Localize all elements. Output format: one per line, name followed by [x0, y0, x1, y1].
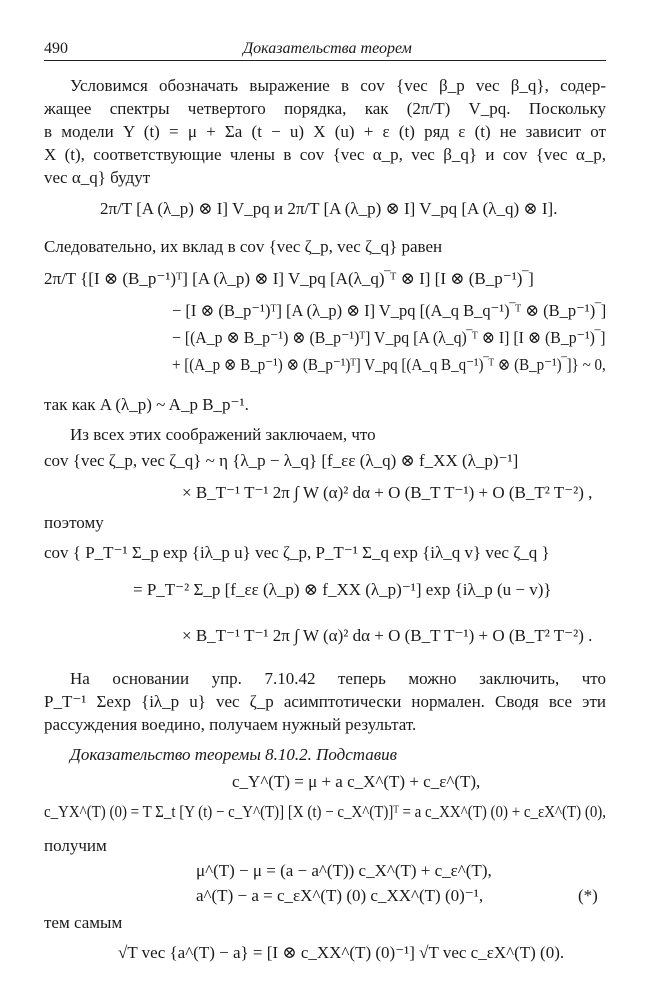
text-line-5: vec α_q} будут	[44, 168, 151, 187]
text-line-3: в модели Y (t) = μ + Σa (t − u) X (u) + ε (t) ряд ε (t) не зависит от	[44, 122, 606, 141]
text-line-7: так как A (λ_p) ~ A_p B_p⁻¹.	[44, 395, 249, 414]
text-line-1: Условимся обозначать выражение в cov {vec β_p vec β_q}, содер-	[70, 76, 606, 95]
formula-line-13: a^(T) − a = c_εX^(T) (0) c_XX^(T) (0)⁻¹,	[196, 886, 484, 905]
formula-line-1: 2π/T {[I ⊗ (B_p⁻¹)ᵀ] [A (λ_p) ⊗ I] V_pq [A(λ_q)‾ᵀ ⊗ I] [I ⊗ (B_p⁻¹)‾]	[44, 269, 534, 288]
formula-line-6: × B_T⁻¹ T⁻¹ 2π ∫ W (α)² dα + O (B_T T⁻¹) + O (B_T² T⁻²) ,	[182, 483, 593, 502]
equation-tag: (*)	[578, 886, 598, 905]
text-line-14: тем самым	[44, 913, 123, 932]
proof-heading: Доказательство теоремы 8.10.2. Подставив	[70, 745, 398, 764]
formula-line-2: − [I ⊗ (B_p⁻¹)ᵀ] [A (λ_p) ⊗ I] V_pq [(A_q B_q⁻¹)‾ᵀ ⊗ (B_p⁻¹)‾]	[172, 301, 607, 320]
text-line-12: рассуждения воедино, получаем нужный результат.	[44, 715, 417, 734]
page-number: 490	[44, 40, 68, 57]
text-line-10: На основании упр. 7.10.42 теперь можно заключить, что	[70, 669, 606, 688]
formula-line-10: c_Y^(T) = μ + a c_X^(T) + c_ε^(T),	[232, 772, 481, 791]
formula-line-5: cov {vec ζ_p, vec ζ_q} ~ η {λ_p − λ_q} [f_εε (λ_q) ⊗ f_XX (λ_p)⁻¹]	[44, 451, 519, 470]
text-line-9: поэтому	[44, 513, 104, 532]
header-rule	[44, 60, 606, 61]
formula-line-3: − [(A_p ⊗ B_p⁻¹) ⊗ (B_p⁻¹)ᵀ] V_pq [A (λ_q)‾ᵀ ⊗ I] [I ⊗ (B_p⁻¹)‾]	[172, 328, 606, 347]
formula-block-1: 2π/T [A (λ_p) ⊗ I] V_pq и 2π/T [A (λ_p) ⊗ I] V_pq [A (λ_q) ⊗ I].	[100, 199, 558, 218]
text-line-6: Следовательно, их вклад в cov {vec ζ_p, vec ζ_q} равен	[44, 237, 443, 256]
formula-line-4: + [(A_p ⊗ B_p⁻¹) ⊗ (B_p⁻¹)ᵀ] V_pq [(A_q B_q⁻¹)‾ᵀ ⊗ (B_p⁻¹)‾]} ~ 0,	[172, 355, 606, 374]
text-line-8: Из всех этих соображений заключаем, что	[70, 425, 376, 444]
text-line-13: получим	[44, 836, 107, 855]
formula-line-12: μ^(T) − μ = (a − a^(T)) c_X^(T) + c_ε^(T),	[196, 861, 492, 880]
formula-line-8: = P_T⁻² Σ_p [f_εε (λ_p) ⊗ f_XX (λ_p)⁻¹] exp {iλ_p (u − v)}	[133, 580, 552, 599]
text-line-2: жащее спектры четвертого порядка, как (2π/T) V_pq. Поскольку	[44, 99, 606, 118]
formula-line-14: √T vec {a^(T) − a} = [I ⊗ c_XX^(T) (0)⁻¹] √T vec c_εX^(T) (0).	[118, 943, 565, 962]
text-line-11: P_T⁻¹ Σexp {iλ_p u} vec ζ_p асимптотически нормален. Сводя все эти	[44, 692, 606, 711]
formula-line-7: cov { P_T⁻¹ Σ_p exp {iλ_p u} vec ζ_p, P_T⁻¹ Σ_q exp {iλ_q v} vec ζ_q }	[44, 543, 550, 562]
formula-line-9: × B_T⁻¹ T⁻¹ 2π ∫ W (α)² dα + O (B_T T⁻¹) + O (B_T² T⁻²) .	[182, 626, 593, 645]
running-title: Доказательства теорем	[243, 40, 412, 57]
text-line-4: X (t), соответствующие члены в cov {vec α_p, vec β_q} и cov {vec α_p,	[44, 145, 606, 164]
formula-line-11: c_YX^(T) (0) = T Σ_t [Y (t) − c_Y^(T)] [X (t) − c_X^(T)]ᵀ = a c_XX^(T) (0) + c_εX^(T) (0),	[44, 802, 607, 821]
